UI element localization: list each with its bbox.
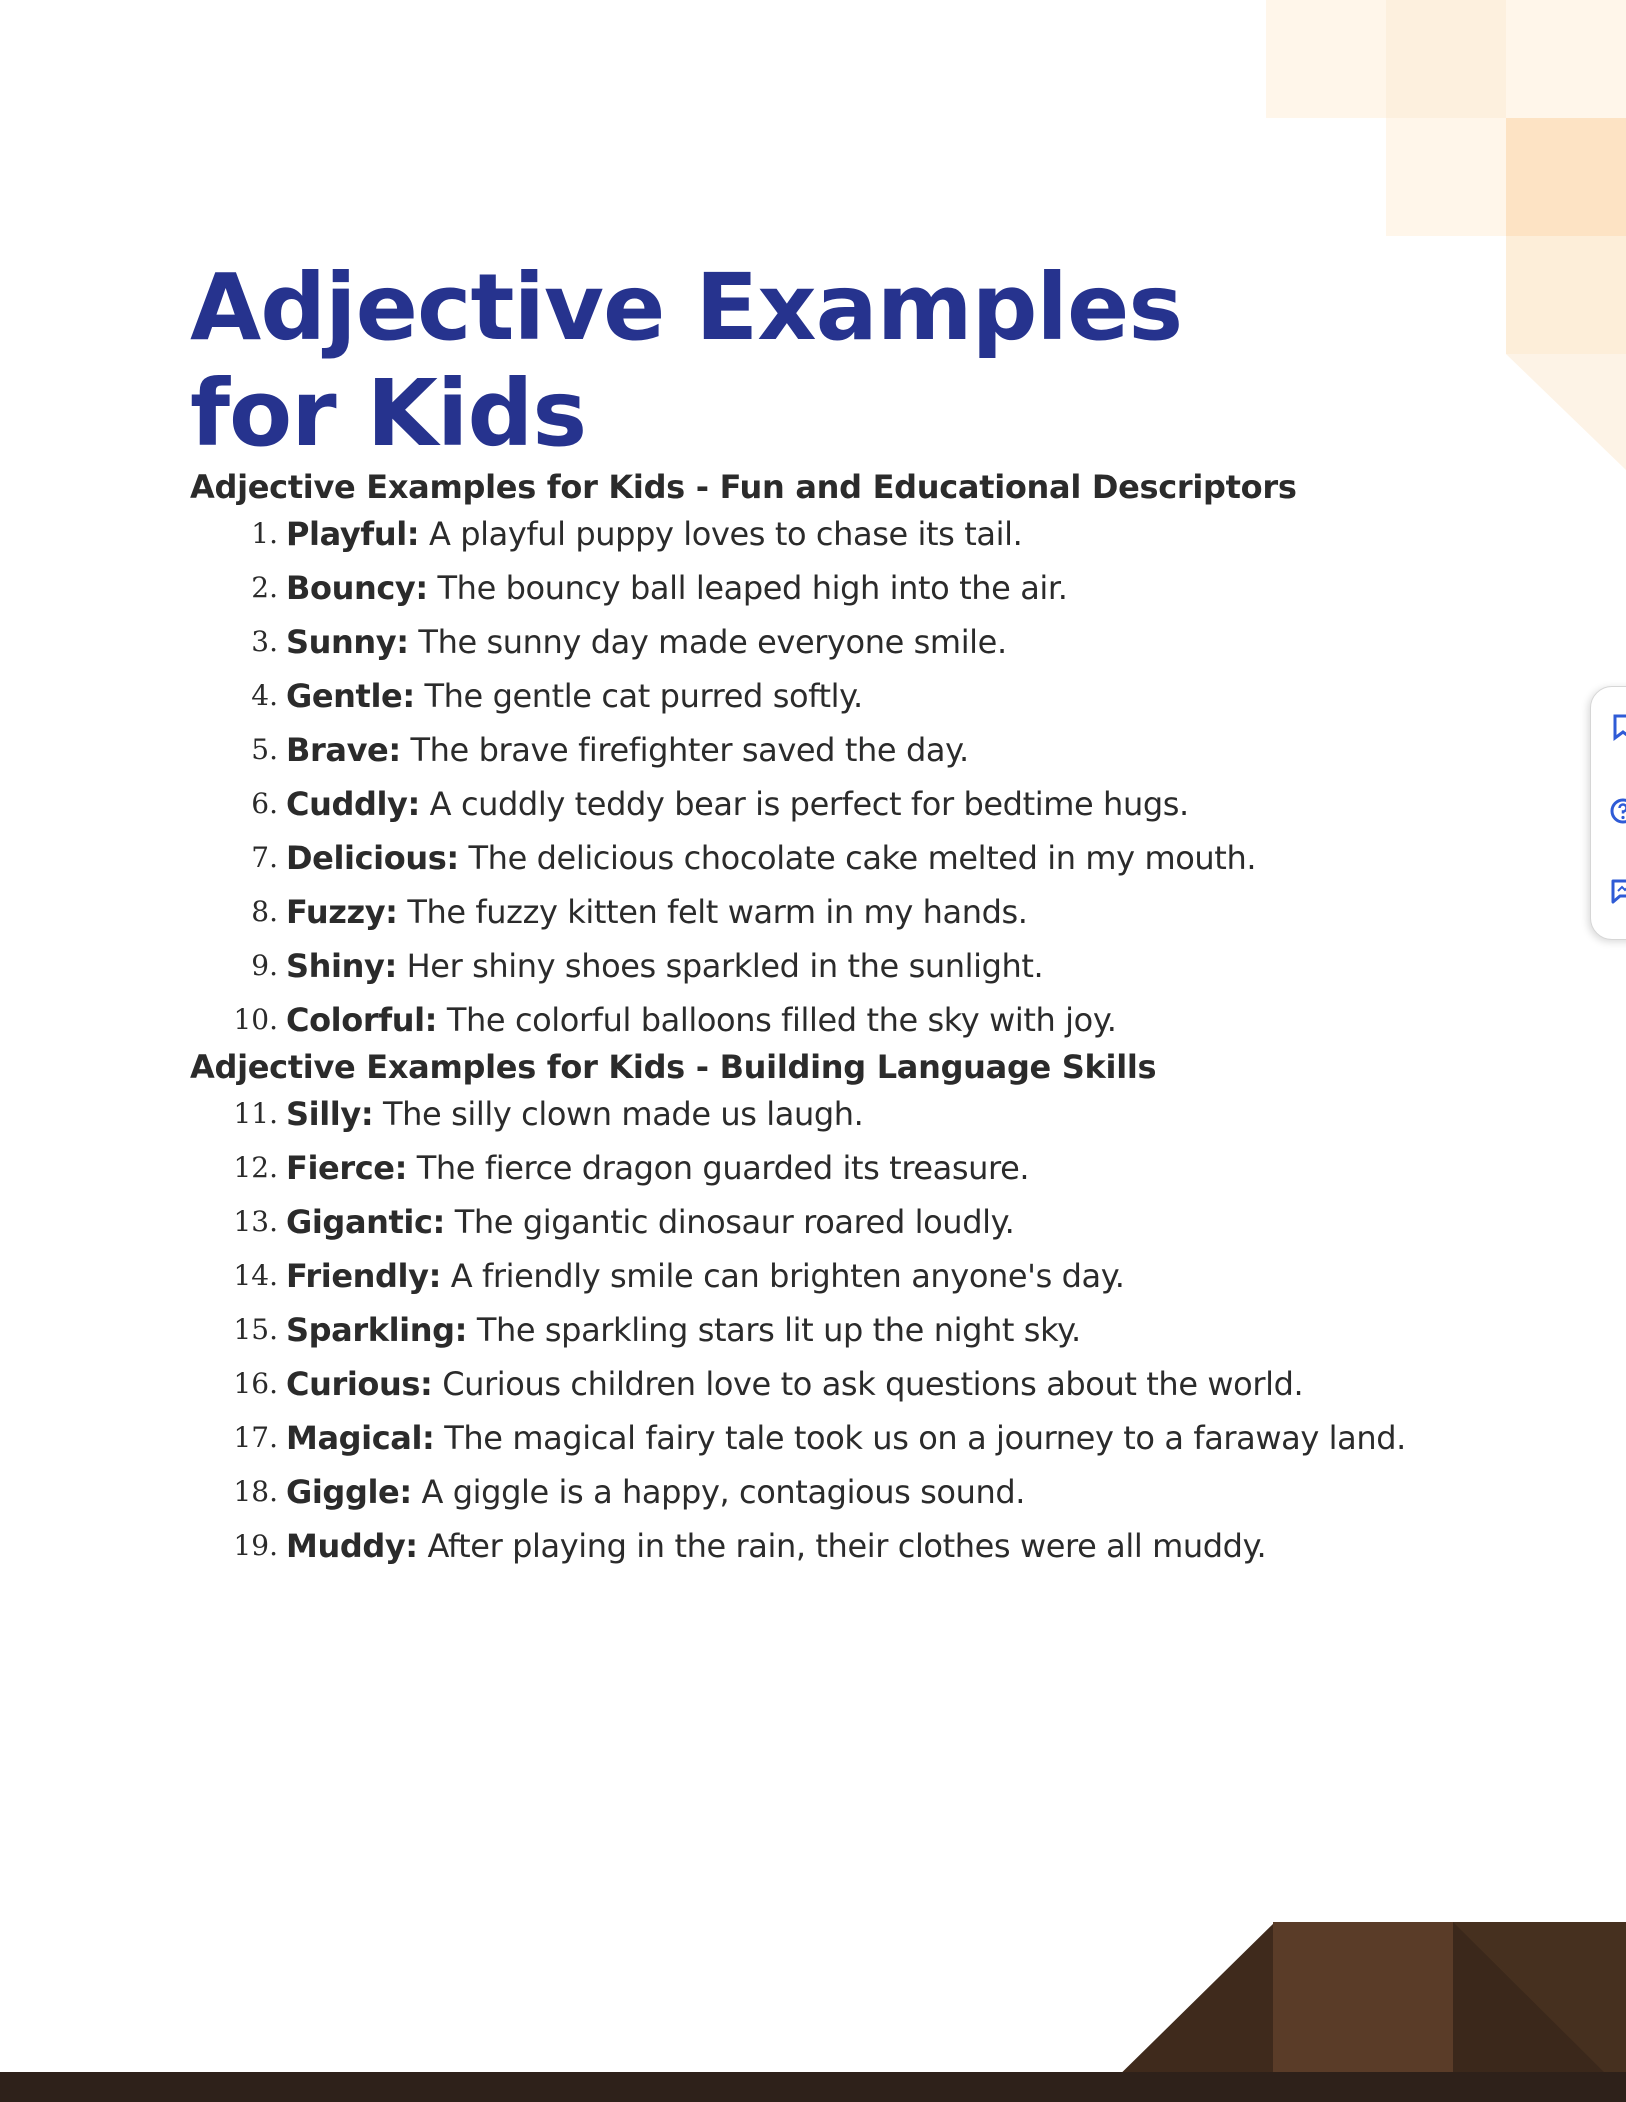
list-item-number: 7. — [251, 841, 278, 874]
list-item — [190, 1303, 1490, 1357]
list-item-number: 19. — [233, 1529, 278, 1562]
list-item — [190, 1411, 1490, 1465]
list-item-number: 3. — [251, 625, 278, 658]
adjective-term: Magical: — [286, 1419, 435, 1457]
list-item-number: 12. — [233, 1151, 278, 1184]
list-item-number: 4. — [251, 679, 278, 712]
adjective-term: Friendly: — [286, 1257, 441, 1295]
example-sentence: The sunny day made everyone smile. — [408, 623, 1007, 661]
list-item-content — [286, 1465, 1025, 1519]
example-sentence: The bouncy ball leaped high into the air. — [427, 569, 1068, 607]
list-item-number: 10. — [233, 1003, 278, 1036]
section-heading-fun-descriptors: Adjective Examples for Kids - Fun and Educational Descriptors — [190, 468, 1297, 506]
adjective-list-fun-descriptors — [190, 507, 1490, 1047]
list-item-content — [286, 561, 1068, 615]
adjective-list-language-skills — [190, 1087, 1490, 1573]
list-item — [190, 561, 1490, 615]
example-sentence: The brave firefighter saved the day. — [400, 731, 969, 769]
list-item-number: 2. — [251, 571, 278, 604]
list-item-number: 14. — [233, 1259, 278, 1292]
example-sentence: The fierce dragon guarded its treasure. — [406, 1149, 1030, 1187]
list-item — [190, 1195, 1490, 1249]
list-item-content — [286, 615, 1007, 669]
example-sentence: A giggle is a happy, contagious sound. — [411, 1473, 1026, 1511]
list-item-number: 13. — [233, 1205, 278, 1238]
example-sentence: Curious children love to ask questions about the world. — [432, 1365, 1304, 1403]
bottom-decoration — [0, 1862, 1626, 2102]
adjective-term: Brave: — [286, 731, 401, 769]
example-sentence: The gigantic dinosaur roared loudly. — [444, 1203, 1015, 1241]
adjective-term: Sunny: — [286, 623, 409, 661]
list-item — [190, 993, 1490, 1047]
list-item-number: 8. — [251, 895, 278, 928]
document-page — [190, 255, 1490, 1573]
example-sentence: The fuzzy kitten felt warm in my hands. — [397, 893, 1028, 931]
list-item-number: 6. — [251, 787, 278, 820]
list-item-content — [286, 1303, 1081, 1357]
list-item — [190, 723, 1490, 777]
list-item-content — [286, 1195, 1014, 1249]
comment-icon[interactable] — [1609, 877, 1626, 905]
adjective-term: Bouncy: — [286, 569, 428, 607]
example-sentence: A friendly smile can brighten anyone's day. — [440, 1257, 1125, 1295]
adjective-term: Muddy: — [286, 1527, 418, 1565]
section-heading-language-skills: Adjective Examples for Kids - Building Language Skills — [190, 1048, 1157, 1086]
adjective-term: Colorful: — [286, 1001, 438, 1039]
list-item — [190, 1249, 1490, 1303]
title-line-1: Adjective Examples — [190, 254, 1183, 361]
list-item-number: 18. — [233, 1475, 278, 1508]
list-item-content — [286, 1249, 1124, 1303]
list-item-content — [286, 1357, 1303, 1411]
adjective-term: Silly: — [286, 1095, 374, 1133]
list-item — [190, 831, 1490, 885]
example-sentence: The silly clown made us laugh. — [373, 1095, 864, 1133]
list-item — [190, 669, 1490, 723]
list-item-content — [286, 885, 1028, 939]
side-tool-panel — [1590, 686, 1626, 940]
list-item-content — [286, 1411, 1406, 1465]
example-sentence: The gentle cat purred softly. — [414, 677, 863, 715]
adjective-term: Sparkling: — [286, 1311, 468, 1349]
title-line-2: for Kids — [190, 360, 587, 467]
adjective-term: Gentle: — [286, 677, 415, 715]
example-sentence: After playing in the rain, their clothes were all muddy. — [417, 1527, 1267, 1565]
list-item-content — [286, 669, 863, 723]
adjective-term: Gigantic: — [286, 1203, 445, 1241]
adjective-term: Giggle: — [286, 1473, 412, 1511]
list-item-number: 16. — [233, 1367, 278, 1400]
bookmark-icon[interactable] — [1609, 713, 1626, 741]
list-item — [190, 1141, 1490, 1195]
list-item — [190, 777, 1490, 831]
list-item-number: 1. — [251, 517, 278, 550]
adjective-term: Curious: — [286, 1365, 433, 1403]
list-item — [190, 1519, 1490, 1573]
adjective-term: Playful: — [286, 515, 420, 553]
example-sentence: The colorful balloons filled the sky with joy. — [437, 1001, 1117, 1039]
list-item-content — [286, 507, 1022, 561]
list-item — [190, 507, 1490, 561]
example-sentence: A cuddly teddy bear is perfect for bedtime hugs. — [419, 785, 1189, 823]
help-icon[interactable] — [1609, 797, 1626, 825]
adjective-term: Fuzzy: — [286, 893, 398, 931]
list-item-content — [286, 1087, 863, 1141]
adjective-term: Delicious: — [286, 839, 459, 877]
list-item — [190, 885, 1490, 939]
list-item-content — [286, 723, 969, 777]
list-item-content — [286, 939, 1043, 993]
example-sentence: The sparkling stars lit up the night sky. — [467, 1311, 1081, 1349]
example-sentence: A playful puppy loves to chase its tail. — [419, 515, 1023, 553]
example-sentence: The magical fairy tale took us on a journey to a faraway land. — [434, 1419, 1406, 1457]
list-item-number: 11. — [233, 1097, 278, 1130]
list-item — [190, 1465, 1490, 1519]
list-item-number: 17. — [233, 1421, 278, 1454]
adjective-term: Shiny: — [286, 947, 397, 985]
list-item — [190, 939, 1490, 993]
list-item — [190, 1357, 1490, 1411]
list-item-content — [286, 1519, 1266, 1573]
list-item — [190, 1087, 1490, 1141]
list-item-content — [286, 777, 1189, 831]
page-title — [190, 255, 1490, 467]
adjective-term: Fierce: — [286, 1149, 407, 1187]
example-sentence: Her shiny shoes sparkled in the sunlight. — [396, 947, 1044, 985]
list-item-number: 9. — [251, 949, 278, 982]
list-item-content — [286, 831, 1256, 885]
list-item-content — [286, 993, 1117, 1047]
adjective-term: Cuddly: — [286, 785, 420, 823]
list-item-content — [286, 1141, 1029, 1195]
example-sentence: The delicious chocolate cake melted in my mouth. — [458, 839, 1257, 877]
list-item-number: 5. — [251, 733, 278, 766]
list-item-number: 15. — [233, 1313, 278, 1346]
list-item — [190, 615, 1490, 669]
